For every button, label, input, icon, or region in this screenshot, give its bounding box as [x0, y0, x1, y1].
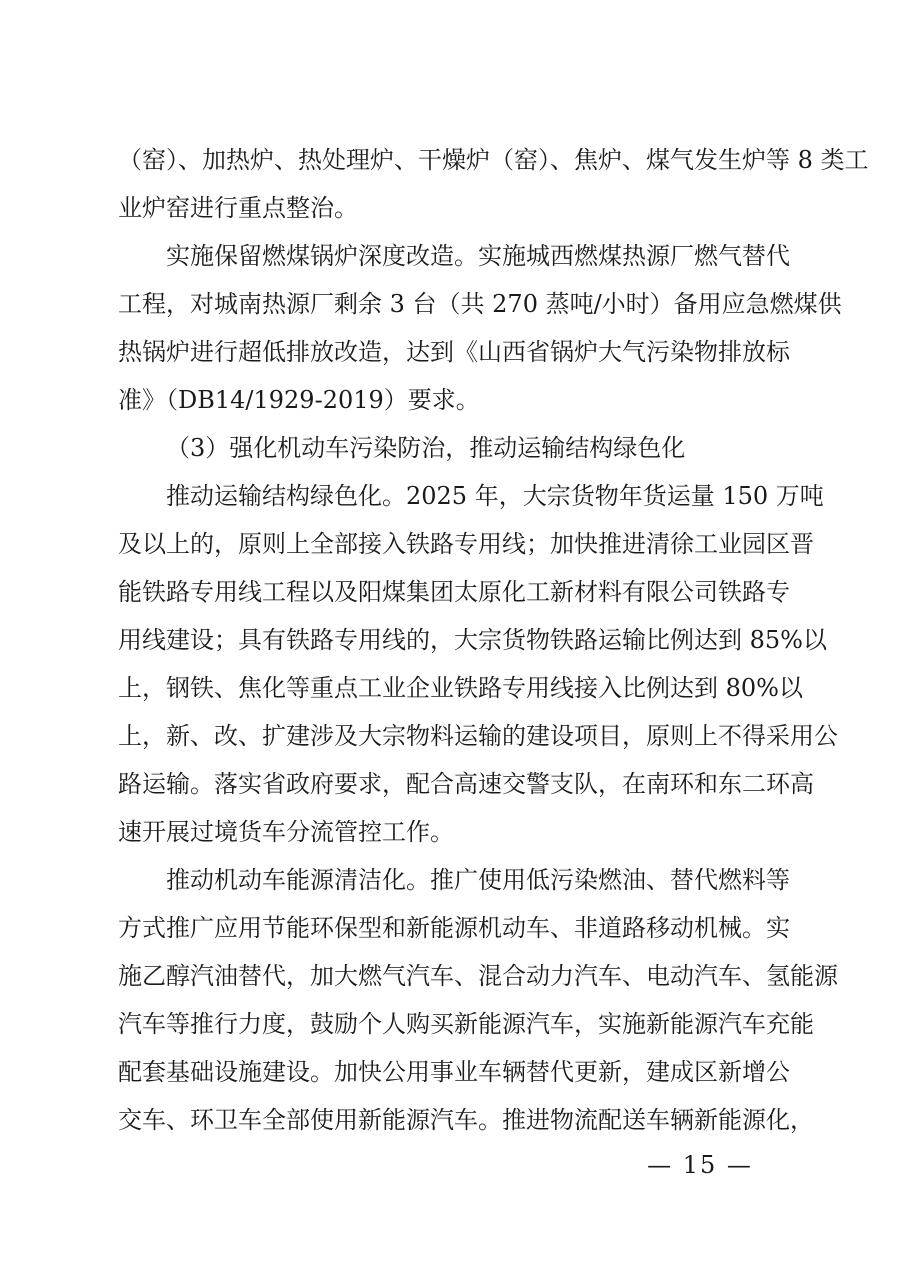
text-line: 业炉窑进行重点整治。 [118, 194, 358, 222]
text-line: 能铁路专用线工程以及阳煤集团太原化工新材料有限公司铁路专 [118, 578, 790, 606]
text-line: 配套基础设施建设。加快公用事业车辆替代更新，建成区新增公 [118, 1058, 790, 1086]
text-line: （窑）、加热炉、热处理炉、干燥炉（窑）、焦炉、煤气发生炉等 8 类工 [118, 146, 869, 174]
text-line: 施乙醇汽油替代，加大燃气汽车、混合动力汽车、电动汽车、氢能源 [118, 962, 838, 990]
text-line: 用线建设；具有铁路专用线的，大宗货物铁路运输比例达到 85%以 [118, 626, 827, 654]
text-line: 方式推广应用节能环保型和新能源机动车、非道路移动机械。实 [118, 914, 790, 942]
text-line: 及以上的，原则上全部接入铁路专用线；加快推进清徐工业园区晋 [118, 530, 814, 558]
text-line: 路运输。落实省政府要求，配合高速交警支队，在南环和东二环高 [118, 770, 814, 798]
text-line: 工程，对城南热源厂剩余 3 台（共 270 蒸吨/小时）备用应急燃煤供 [118, 290, 842, 318]
text-line: 推动机动车能源清洁化。推广使用低污染燃油、替代燃料等 [166, 866, 790, 894]
text-line: 速开展过境货车分流管控工作。 [118, 818, 454, 846]
text-line: 汽车等推行力度，鼓励个人购买新能源汽车，实施新能源汽车充能 [118, 1010, 814, 1038]
text-line: 推动运输结构绿色化。2025 年，大宗货物年货运量 150 万吨 [166, 482, 824, 510]
text-line: 热锅炉进行超低排放改造，达到《山西省锅炉大气污染物排放标 [118, 338, 790, 366]
page-number: — 15 — [647, 1151, 753, 1179]
section-heading: （3）强化机动车污染防治，推动运输结构绿色化 [166, 434, 686, 462]
text-line: 上，钢铁、焦化等重点工业企业铁路专用线接入比例达到 80%以 [118, 674, 803, 702]
text-line: 实施保留燃煤锅炉深度改造。实施城西燃煤热源厂燃气替代 [166, 242, 790, 270]
text-line: 上，新、改、扩建涉及大宗物料运输的建设项目，原则上不得采用公 [118, 722, 838, 750]
text-line: 交车、环卫车全部使用新能源汽车。推进物流配送车辆新能源化， [118, 1106, 814, 1134]
text-line: 准》（DB14/1929-2019）要求。 [118, 386, 480, 414]
